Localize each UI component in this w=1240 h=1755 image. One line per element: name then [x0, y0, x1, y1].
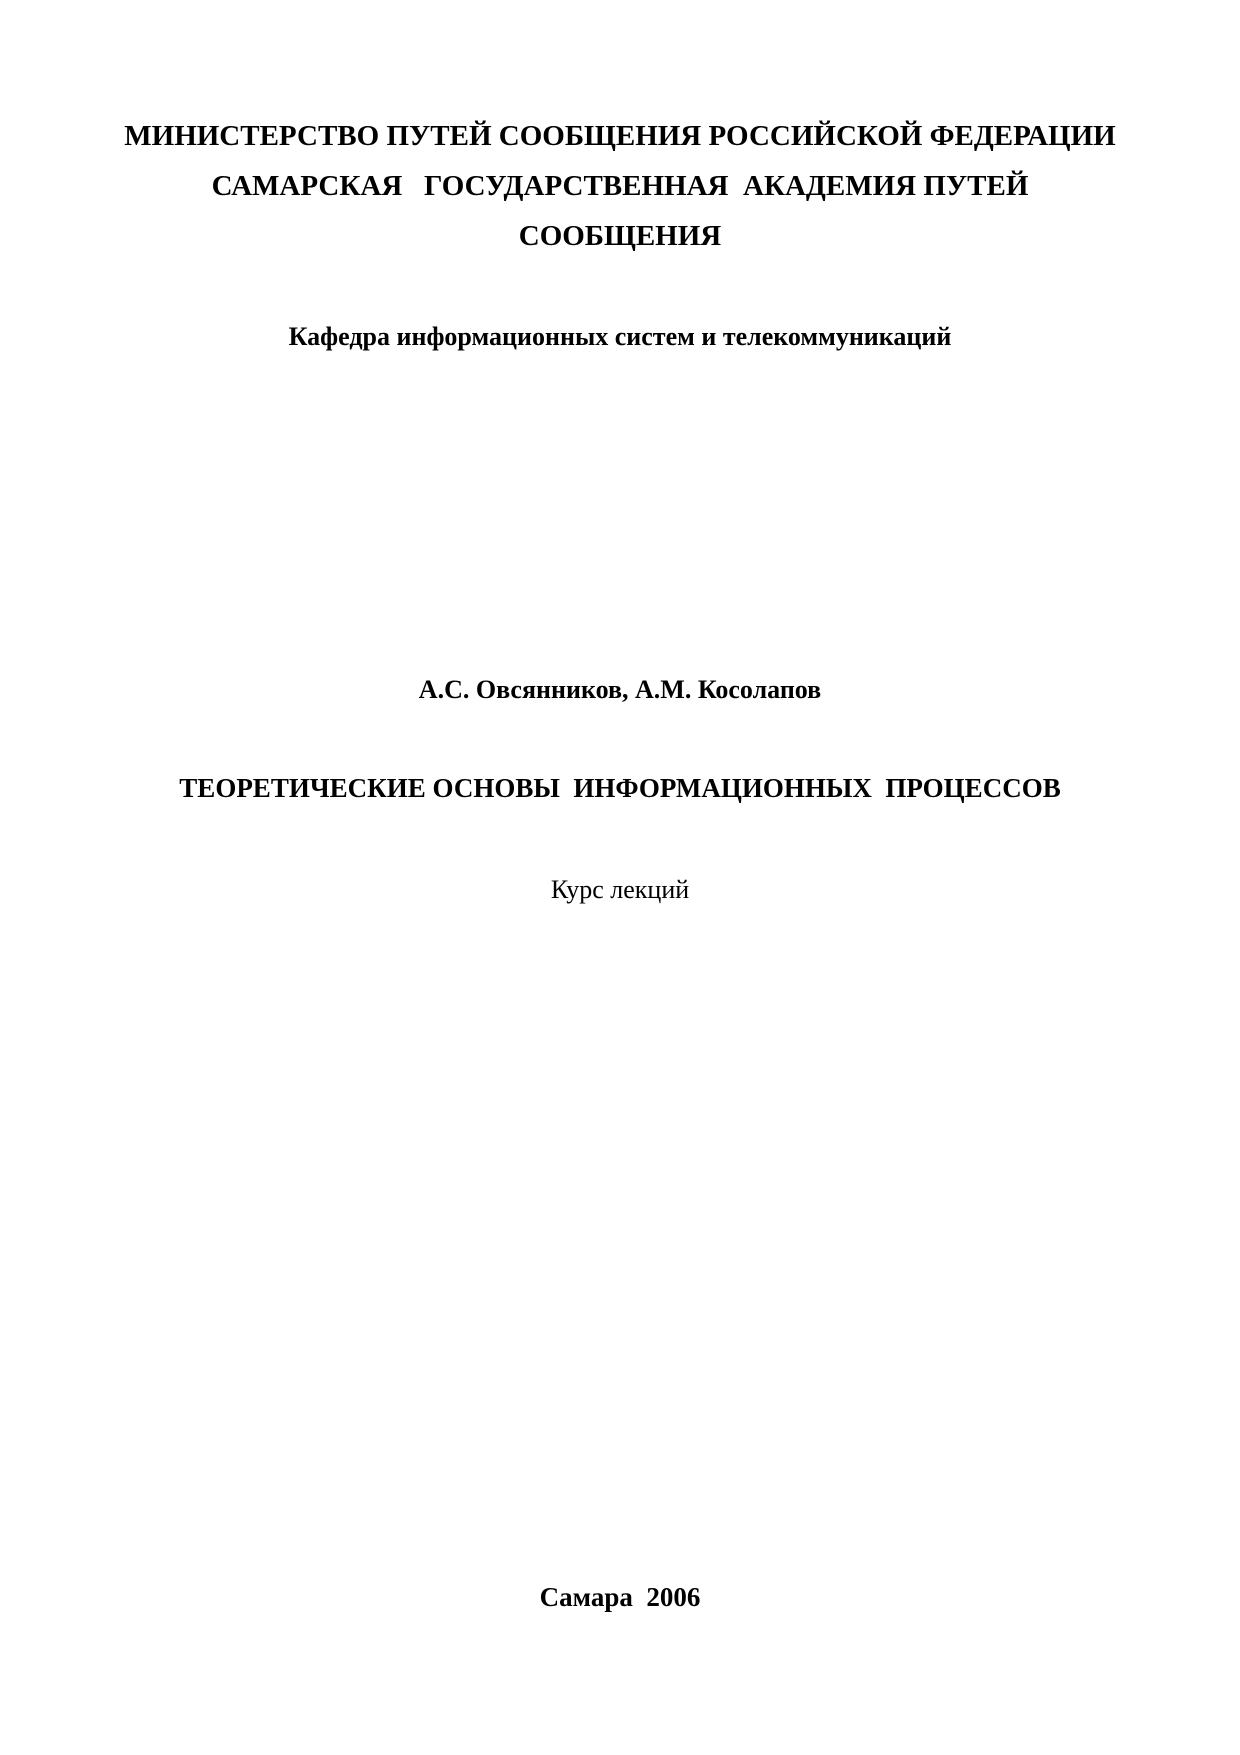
document-title: ТЕОРЕТИЧЕСКИЕ ОСНОВЫ ИНФОРМАЦИОННЫХ ПРОЦЕССОВ [179, 773, 1061, 803]
academy-heading-line2: СООБЩЕНИЯ [518, 220, 722, 252]
academy-heading-line1: САМАРСКАЯ ГОСУДАРСТВЕННАЯ АКАДЕМИЯ ПУТЕЙ [211, 170, 1029, 202]
ministry-heading: МИНИСТЕРСТВО ПУТЕЙ СООБЩЕНИЯ РОССИЙСКОЙ ФЕДЕРАЦИИ [124, 120, 1116, 152]
authors: А.С. Овсянников, А.М. Косолапов [418, 675, 822, 704]
imprint-city-year: Самара 2006 [539, 1582, 701, 1612]
document-subtitle: Курс лекций [550, 875, 690, 904]
department-name: Кафедра информационных систем и телекоммуникаций [288, 322, 952, 351]
